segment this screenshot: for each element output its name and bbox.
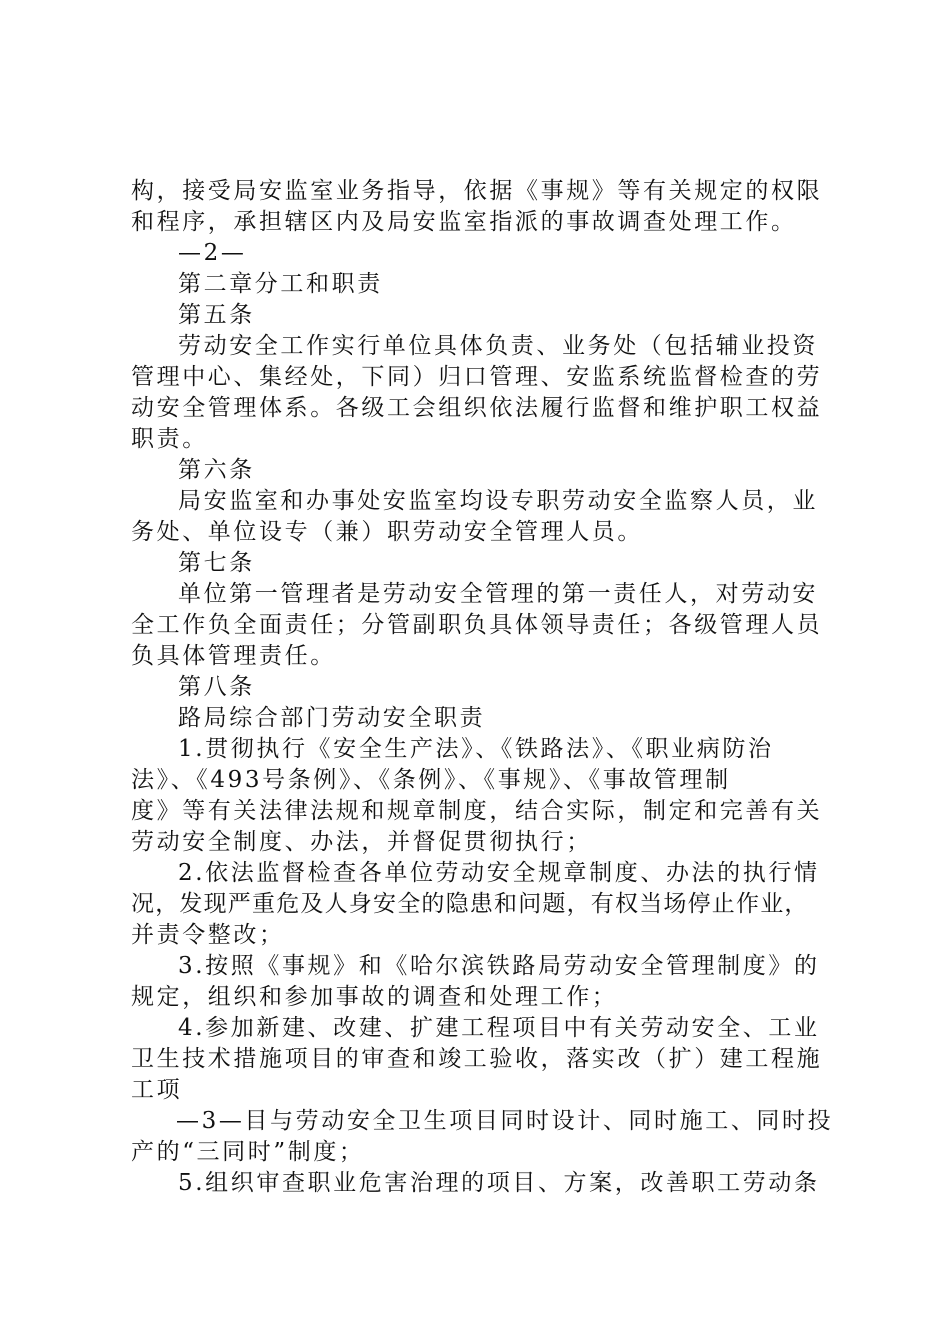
document-body (131, 176, 834, 1199)
page-number: —2— (178, 240, 247, 266)
list-item: 5.组织审查职业危害治理的项目、方案，改善职工劳动条 (178, 1170, 820, 1196)
article-heading: 第六条 (178, 457, 255, 483)
text-line: 工项 (131, 1077, 183, 1103)
list-item: 1.贯彻执行《安全生产法》、《铁路法》、《职业病防治 (178, 736, 774, 762)
text-line: 并责令整改； (131, 922, 285, 948)
text-line: 法》、《493号条例》、《条例》、《事规》、《事故管理制 (131, 767, 731, 793)
text-line: 局安监室和办事处安监室均设专职劳动安全监察人员，业 (178, 488, 818, 514)
text-line: 劳动安全制度、办法，并督促贯彻执行； (131, 829, 592, 855)
text-line: 负具体管理责任。 (131, 643, 336, 669)
text-line: 管理中心、集经处，下同）归口管理、安监系统监督检查的劳 (131, 364, 823, 390)
text-line: 职责。 (131, 426, 208, 452)
text-line: 况，发现严重危及人身安全的隐患和问题，有权当场停止作业， (131, 891, 809, 917)
text-line: 度》等有关法律法规和规章制度，结合实际，制定和完善有关 (131, 798, 823, 824)
section-heading: 路局综合部门劳动安全职责 (178, 705, 486, 731)
text-line: 产的“三同时”制度； (131, 1139, 365, 1165)
text-line: 和程序，承担辖区内及局安监室指派的事故调查处理工作。 (131, 209, 797, 235)
text-line: 卫生技术措施项目的审查和竣工验收，落实改（扩）建工程施 (131, 1046, 823, 1072)
chapter-heading: 第二章分工和职责 (178, 271, 383, 297)
text-line: 务处、单位设专（兼）职劳动安全管理人员。 (131, 519, 643, 545)
list-item: 2.依法监督检查各单位劳动安全规章制度、办法的执行情 (178, 860, 820, 886)
text-line: —3—目与劳动安全卫生项目同时设计、同时施工、同时投 (176, 1108, 834, 1134)
text-line: 全工作负全面责任；分管副职负具体领导责任；各级管理人员 (131, 612, 823, 638)
text-line: 动安全管理体系。各级工会组织依法履行监督和维护职工权益 (131, 395, 823, 421)
article-heading: 第七条 (178, 550, 255, 576)
text-line: 构，接受局安监室业务指导，依据《事规》等有关规定的权限 (131, 178, 823, 204)
article-heading: 第八条 (178, 674, 255, 700)
text-line: 单位第一管理者是劳动安全管理的第一责任人，对劳动安 (178, 581, 818, 607)
list-item: 3.按照《事规》和《哈尔滨铁路局劳动安全管理制度》的 (178, 953, 820, 979)
list-item: 4.参加新建、改建、扩建工程项目中有关劳动安全、工业 (178, 1015, 820, 1041)
text-line: 劳动安全工作实行单位具体负责、业务处（包括辅业投资 (178, 333, 818, 359)
article-heading: 第五条 (178, 302, 255, 328)
text-line: 规定，组织和参加事故的调查和处理工作； (131, 984, 618, 1010)
